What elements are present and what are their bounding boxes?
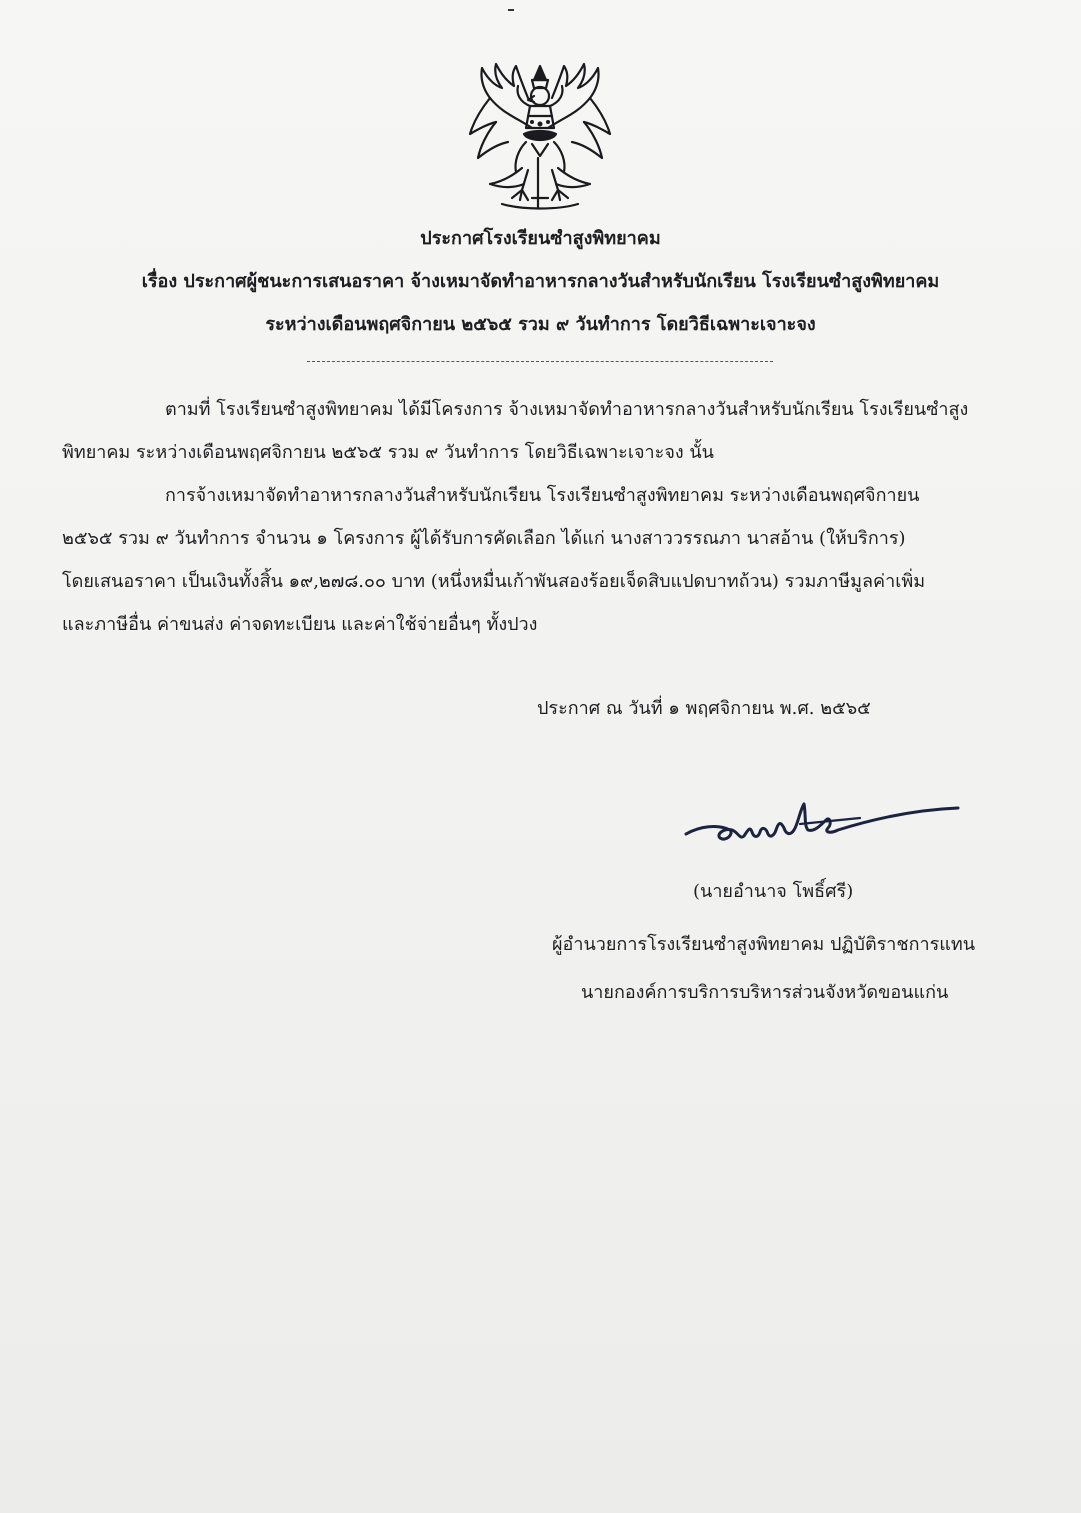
paragraph-2-line-4: และภาษีอื่น ค่าขนส่ง ค่าจดทะเบียน และค่าใช้จ่ายอื่นๆ ทั้งปวง bbox=[62, 614, 538, 635]
announcement-title: ประกาศโรงเรียนซำสูงพิทยาคม bbox=[420, 228, 661, 249]
paragraph-1-line-1: ตามที่ โรงเรียนซำสูงพิทยาคม ได้มีโครงการ จ้างเหมาจัดทำอาหารกลางวันสำหรับนักเรียน โรงเรียนซำสูง bbox=[165, 399, 969, 420]
announcement-date: ประกาศ ณ วันที่ ๑ พฤศจิกายน พ.ศ. ๒๕๖๕ bbox=[537, 698, 871, 719]
garuda-emblem-icon bbox=[462, 58, 618, 218]
paragraph-2-line-1: การจ้างเหมาจัดทำอาหารกลางวันสำหรับนักเรียน โรงเรียนซำสูงพิทยาคม ระหว่างเดือนพฤศจิกายน bbox=[165, 485, 920, 506]
announcement-subject-line-2: ระหว่างเดือนพฤศจิกายน ๒๕๖๕ รวม ๙ วันทำการ โดยวิธีเฉพาะเจาะจง bbox=[265, 314, 816, 335]
stray-mark bbox=[508, 9, 514, 11]
signatory-name: (นายอำนาจ โพธิ์ศรี) bbox=[693, 881, 854, 902]
announcement-subject-line-1: เรื่อง ประกาศผู้ชนะการเสนอราคา จ้างเหมาจัดทำอาหารกลางวันสำหรับนักเรียน โรงเรียนซำสูงพิทยาคม bbox=[141, 271, 940, 292]
handwritten-signature bbox=[680, 790, 965, 850]
paragraph-1-line-2: พิทยาคม ระหว่างเดือนพฤศจิกายน ๒๕๖๕ รวม ๙ วันทำการ โดยวิธีเฉพาะเจาะจง นั้น bbox=[62, 442, 714, 463]
paragraph-2-line-3: โดยเสนอราคา เป็นเงินทั้งสิ้น ๑๙,๒๗๘.๐๐ บาท (หนึ่งหมื่นเก้าพันสองร้อยเจ็ดสิบแปดบาทถ้วน) รวมภาษีมูลค่าเพิ่ม bbox=[62, 571, 926, 592]
paragraph-2-line-2: ๒๕๖๕ รวม ๙ วันทำการ จำนวน ๑ โครงการ ผู้ได้รับการคัดเลือก ได้แก่ นางสาววรรณภา นาสอ้าน (ให้บริการ) bbox=[62, 528, 906, 549]
signatory-position-line-1: ผู้อำนวยการโรงเรียนซำสูงพิทยาคม ปฏิบัติราชการแทน bbox=[552, 934, 976, 955]
signatory-position-line-2: นายกองค์การบริการบริหารส่วนจังหวัดขอนแก่น bbox=[581, 982, 949, 1003]
header-divider bbox=[307, 361, 773, 362]
